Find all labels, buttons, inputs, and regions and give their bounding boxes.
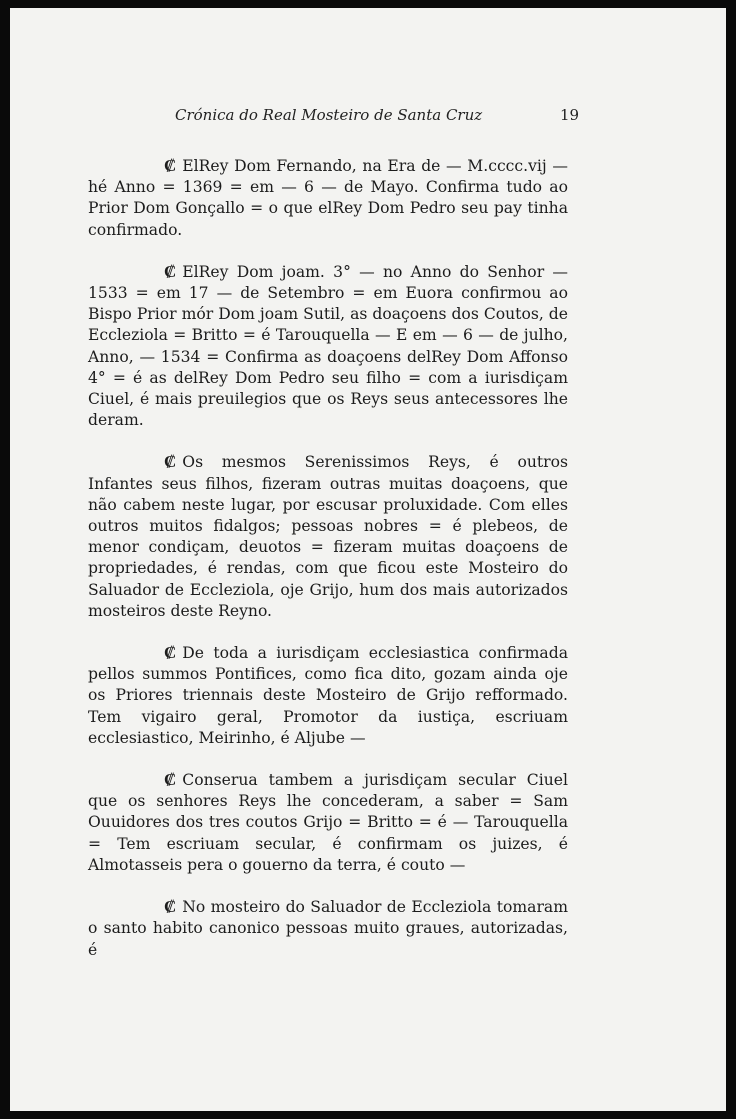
paragraph <box>88 452 568 622</box>
page-number: 19 <box>560 106 580 124</box>
paragraph-text: ElRey Dom joam. 3° — no Anno do Senhor — 1533 = em 17 — de Setembro = em Euora confirmou ao Bispo Prior mór Dom joam Sutil, as doaçoens dos Coutos, de Eccleziola = Britto = é Tarouquella — E em — 6 — de julho, Anno, — 1534 = Confirma as doaçoens delRey Dom Affonso 4° = é as delRey Dom Pedro seu filho = com a iurisdiçam Ciuel, é mais preuilegios que os Reys seus antecessores lhe deram. <box>88 262 568 430</box>
paragraph-text: Conserua tambem a jurisdiçam secular Ciuel que os senhores Reys lhe concederam, a saber = Sam Ouuidores dos tres coutos Grijo = Britto = é — Tarouquella = Tem escriuam secular, é confirmam os juizes, é Almotasseis pera o gouerno da terra, é couto — <box>88 771 568 874</box>
paragraph-mark-icon: ₡ <box>164 643 177 664</box>
page-header <box>10 106 726 126</box>
paragraph-text: No mosteiro do Saluador de Eccleziola tomaram o santo habito canonico pessoas muito graues, autorizadas, é <box>88 898 568 959</box>
paragraph-text: Os mesmos Serenissimos Reys, é outros Infantes seus filhos, fizeram outras muitas doaçoens, que não cabem neste lugar, por escusar proluxidade. Com elles outros muitos fidalgos; pessoas nobres = é plebeos, de menor condiçam, deuotos = fizeram muitas doaçoens de propriedades, é rendas, com que ficou este Mosteiro do Saluador de Eccleziola, oje Grijo, hum dos mais autorizados mosteiros deste Reyno. <box>88 453 568 620</box>
paragraph-text: De toda a iurisdiçam ecclesiastica confirmada pellos summos Pontifices, como fica dito, gozam ainda oje os Priores triennais deste Mosteiro de Grijo refformado. Tem vigairo geral, Promotor da iustiça, escriuam ecclesiastico, Meirinho, é Aljube — <box>88 644 568 747</box>
paragraph <box>88 262 568 432</box>
paragraph-text: ElRey Dom Fernando, na Era de — M.cccc.vij — hé Anno = 1369 = em — 6 — de Mayo. Confirma tudo ao Prior Dom Gonçallo = o que elRey Dom Pedro seu pay tinha confirmado. <box>88 157 568 239</box>
running-title: Crónica do Real Mosteiro de Santa Cruz <box>175 106 483 124</box>
paragraph-mark-icon: ₡ <box>164 452 177 473</box>
paragraph-mark-icon: ₡ <box>164 897 177 918</box>
paragraph-mark-icon: ₡ <box>164 156 177 176</box>
paragraph <box>88 770 568 876</box>
paragraph-mark-icon: ₡ <box>164 261 177 282</box>
paragraph <box>88 643 568 749</box>
paragraph <box>88 897 568 961</box>
paragraph-mark-icon: ₡ <box>164 770 177 791</box>
paragraph <box>88 156 568 241</box>
book-page <box>10 8 726 1111</box>
body-text <box>88 156 568 982</box>
